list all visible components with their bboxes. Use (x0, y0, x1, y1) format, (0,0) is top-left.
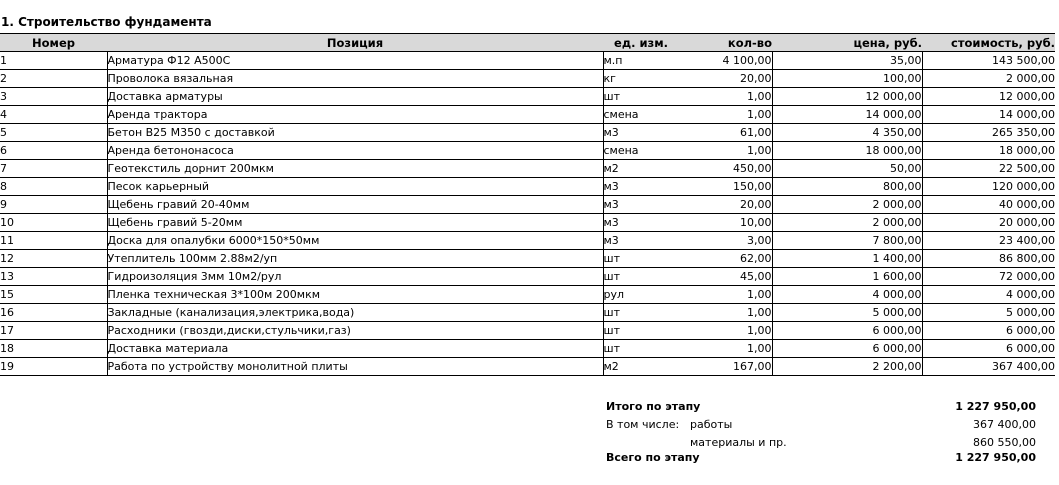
row-price: 35,00 (772, 52, 922, 70)
grand-total-value: 1 227 950,00 (955, 451, 1036, 464)
table-row (0, 250, 1055, 268)
row-number: 13 (0, 268, 107, 286)
row-unit: смена (603, 142, 679, 160)
row-unit: м3 (603, 124, 679, 142)
row-cost: 18 000,00 (922, 142, 1055, 160)
row-unit: шт (603, 88, 679, 106)
row-cost: 40 000,00 (922, 196, 1055, 214)
row-position: Пленка техническая 3*100м 200мкм (107, 286, 603, 304)
row-price: 2 200,00 (772, 358, 922, 376)
row-cost: 143 500,00 (922, 52, 1055, 70)
row-qty: 1,00 (679, 322, 772, 340)
row-cost: 72 000,00 (922, 268, 1055, 286)
row-position: Арматура Ф12 А500С (107, 52, 603, 70)
row-cost: 14 000,00 (922, 106, 1055, 124)
row-qty: 4 100,00 (679, 52, 772, 70)
table-row (0, 142, 1055, 160)
row-price: 50,00 (772, 160, 922, 178)
row-position: Гидроизоляция 3мм 10м2/рул (107, 268, 603, 286)
row-qty: 45,00 (679, 268, 772, 286)
row-cost: 4 000,00 (922, 286, 1055, 304)
row-position: Аренда бетононасоса (107, 142, 603, 160)
row-qty: 1,00 (679, 340, 772, 358)
table-row (0, 322, 1055, 340)
grand-total-label: Всего по этапу (606, 451, 700, 464)
table-row (0, 52, 1055, 70)
row-number: 11 (0, 232, 107, 250)
row-position: Бетон В25 М350 с доставкой (107, 124, 603, 142)
row-number: 5 (0, 124, 107, 142)
row-qty: 1,00 (679, 286, 772, 304)
row-number: 10 (0, 214, 107, 232)
row-price: 1 400,00 (772, 250, 922, 268)
estimate-table (0, 33, 1055, 376)
materials-value: 860 550,00 (973, 436, 1036, 449)
row-number: 19 (0, 358, 107, 376)
row-price: 1 600,00 (772, 268, 922, 286)
row-number: 15 (0, 286, 107, 304)
table-row (0, 268, 1055, 286)
row-qty: 20,00 (679, 196, 772, 214)
table-row (0, 106, 1055, 124)
stage-total-value: 1 227 950,00 (955, 400, 1036, 413)
row-price: 18 000,00 (772, 142, 922, 160)
row-qty: 20,00 (679, 70, 772, 88)
stage-total-label: Итого по этапу (606, 400, 701, 413)
row-position: Проволока вязальная (107, 70, 603, 88)
row-price: 14 000,00 (772, 106, 922, 124)
table-row (0, 358, 1055, 376)
row-unit: кг (603, 70, 679, 88)
row-position: Доставка материала (107, 340, 603, 358)
row-unit: шт (603, 250, 679, 268)
row-cost: 86 800,00 (922, 250, 1055, 268)
works-label: работы (690, 418, 733, 431)
row-number: 8 (0, 178, 107, 196)
row-qty: 1,00 (679, 142, 772, 160)
row-qty: 450,00 (679, 160, 772, 178)
row-price: 6 000,00 (772, 340, 922, 358)
row-cost: 120 000,00 (922, 178, 1055, 196)
table-row (0, 196, 1055, 214)
row-position: Геотекстиль дорнит 200мкм (107, 160, 603, 178)
row-price: 2 000,00 (772, 214, 922, 232)
row-position: Работа по устройству монолитной плиты (107, 358, 603, 376)
row-price: 4 000,00 (772, 286, 922, 304)
header-cost: стоимость, руб. (922, 34, 1055, 52)
row-unit: м3 (603, 214, 679, 232)
row-number: 6 (0, 142, 107, 160)
row-cost: 5 000,00 (922, 304, 1055, 322)
row-unit: шт (603, 340, 679, 358)
row-price: 100,00 (772, 70, 922, 88)
row-cost: 22 500,00 (922, 160, 1055, 178)
row-unit: м.п (603, 52, 679, 70)
section-title: 1. Строительство фундамента (1, 15, 212, 29)
row-qty: 150,00 (679, 178, 772, 196)
row-unit: шт (603, 304, 679, 322)
header-qty: кол-во (679, 34, 772, 52)
row-qty: 1,00 (679, 88, 772, 106)
row-number: 12 (0, 250, 107, 268)
row-unit: рул (603, 286, 679, 304)
table-header-row (0, 34, 1055, 52)
row-position: Доставка арматуры (107, 88, 603, 106)
table-row (0, 124, 1055, 142)
row-qty: 3,00 (679, 232, 772, 250)
row-number: 1 (0, 52, 107, 70)
table-row (0, 160, 1055, 178)
row-cost: 2 000,00 (922, 70, 1055, 88)
row-position: Щебень гравий 20-40мм (107, 196, 603, 214)
row-position: Песок карьерный (107, 178, 603, 196)
row-unit: м2 (603, 160, 679, 178)
row-unit: м3 (603, 196, 679, 214)
row-position: Расходники (гвозди,диски,стульчики,газ) (107, 322, 603, 340)
header-unit: ед. изм. (603, 34, 679, 52)
row-position: Щебень гравий 5-20мм (107, 214, 603, 232)
row-position: Закладные (канализация,электрика,вода) (107, 304, 603, 322)
row-price: 2 000,00 (772, 196, 922, 214)
table-row (0, 340, 1055, 358)
row-qty: 1,00 (679, 304, 772, 322)
row-unit: м2 (603, 358, 679, 376)
row-cost: 265 350,00 (922, 124, 1055, 142)
row-position: Доска для опалубки 6000*150*50мм (107, 232, 603, 250)
row-cost: 23 400,00 (922, 232, 1055, 250)
row-unit: шт (603, 322, 679, 340)
row-qty: 167,00 (679, 358, 772, 376)
row-cost: 6 000,00 (922, 340, 1055, 358)
row-cost: 6 000,00 (922, 322, 1055, 340)
row-number: 4 (0, 106, 107, 124)
row-unit: м3 (603, 178, 679, 196)
row-position: Аренда трактора (107, 106, 603, 124)
row-qty: 62,00 (679, 250, 772, 268)
row-number: 18 (0, 340, 107, 358)
table-row (0, 88, 1055, 106)
row-price: 12 000,00 (772, 88, 922, 106)
row-number: 17 (0, 322, 107, 340)
header-number: Номер (0, 34, 107, 52)
table-row (0, 70, 1055, 88)
row-unit: м3 (603, 232, 679, 250)
row-qty: 1,00 (679, 106, 772, 124)
header-position: Позиция (107, 34, 603, 52)
row-position: Утеплитель 100мм 2.88м2/уп (107, 250, 603, 268)
including-label: В том числе: (606, 418, 680, 431)
row-number: 2 (0, 70, 107, 88)
table-row (0, 304, 1055, 322)
table-row (0, 232, 1055, 250)
row-number: 9 (0, 196, 107, 214)
row-unit: шт (603, 268, 679, 286)
row-unit: смена (603, 106, 679, 124)
row-price: 7 800,00 (772, 232, 922, 250)
row-number: 16 (0, 304, 107, 322)
header-price: цена, руб. (772, 34, 922, 52)
row-cost: 367 400,00 (922, 358, 1055, 376)
table-row (0, 286, 1055, 304)
works-value: 367 400,00 (973, 418, 1036, 431)
row-qty: 10,00 (679, 214, 772, 232)
table-row (0, 214, 1055, 232)
row-number: 7 (0, 160, 107, 178)
row-price: 5 000,00 (772, 304, 922, 322)
row-cost: 20 000,00 (922, 214, 1055, 232)
row-price: 6 000,00 (772, 322, 922, 340)
table-row (0, 178, 1055, 196)
row-number: 3 (0, 88, 107, 106)
row-price: 800,00 (772, 178, 922, 196)
materials-label: материалы и пр. (690, 436, 787, 449)
row-price: 4 350,00 (772, 124, 922, 142)
row-qty: 61,00 (679, 124, 772, 142)
row-cost: 12 000,00 (922, 88, 1055, 106)
